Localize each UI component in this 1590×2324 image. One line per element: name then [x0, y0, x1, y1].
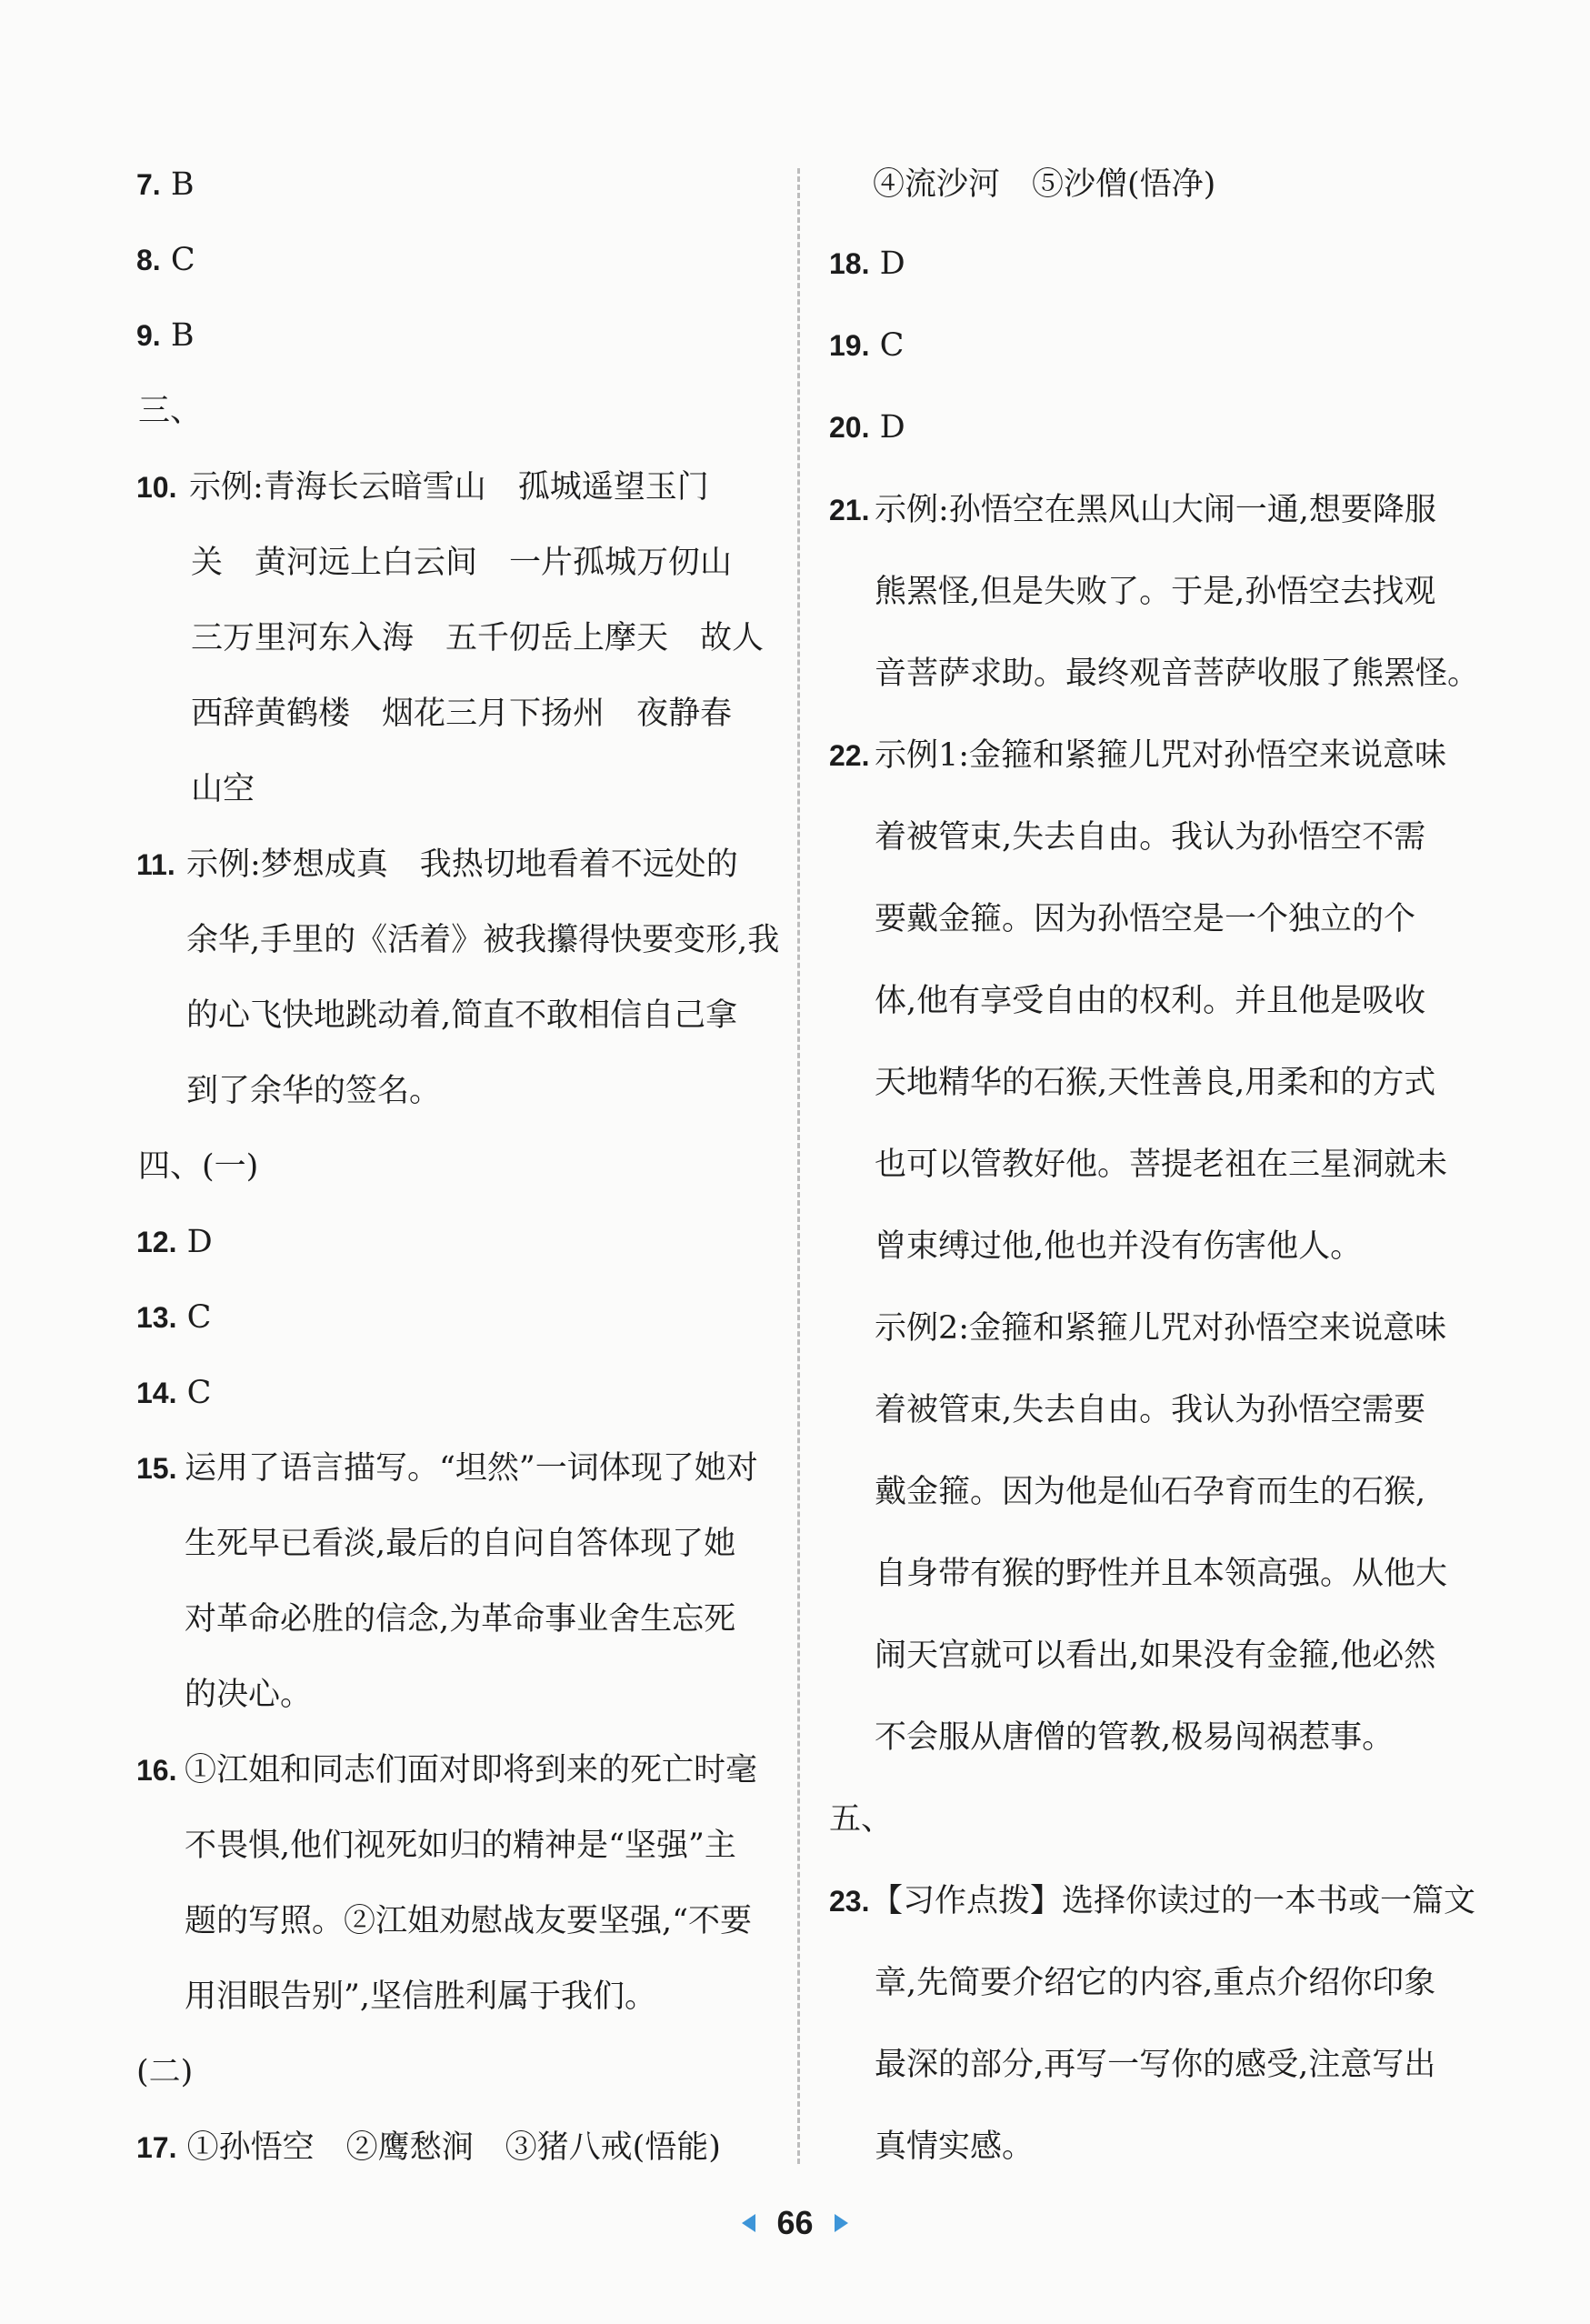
page-footer	[0, 2200, 1590, 2246]
answer-21-line: 音菩萨求助。最终观音菩萨收服了熊罴怪。	[875, 656, 1480, 692]
answer-10-line: 示例:青海长云暗雪山 孤城遥望玉门	[189, 469, 709, 506]
answer-21-number: 21.	[829, 494, 870, 526]
answer-16-line: ①江姐和同志们面对即将到来的死亡时毫	[185, 1752, 758, 1788]
answer-22-line: 自身带有猴的野性并且本领高强。从他大	[875, 1556, 1448, 1592]
answer-8: 8. C	[136, 242, 195, 278]
column-divider	[797, 168, 800, 2164]
answer-10-number: 10.	[136, 471, 177, 504]
section-heading-4: 四、(一)	[138, 1148, 259, 1185]
answer-15-line: 的决心。	[185, 1677, 313, 1713]
answer-23-line: 章,先简要介绍它的内容,重点介绍你印象	[875, 1965, 1436, 2001]
answer-7: 7. B	[136, 166, 195, 203]
answer-16-number: 16.	[136, 1754, 177, 1787]
answer-11-line: 示例:梦想成真 我热切地看着不远处的	[186, 846, 738, 883]
answer-11-line: 的心飞快地跳动着,简直不敢相信自己拿	[186, 997, 738, 1034]
answer-22-line: 示例2:金箍和紧箍儿咒对孙悟空来说意味	[875, 1310, 1447, 1347]
answer-23-line: 真情实感。	[875, 2129, 1035, 2165]
answer-17: 17. ①孙悟空 ②鹰愁涧 ③猪八戒(悟能)	[136, 2129, 721, 2166]
answer-15-line: 对革命必胜的信念,为革命事业舍生忘死	[185, 1601, 736, 1638]
answer-22-line: 闹天宫就可以看出,如果没有金箍,他必然	[875, 1638, 1436, 1674]
answer-22-line: 曾束缚过他,他也并没有伤害他人。	[875, 1228, 1363, 1265]
answer-12: 12. D	[136, 1224, 213, 1260]
answer-23-line: 【习作点拨】选择你读过的一本书或一篇文	[871, 1883, 1476, 1919]
answer-17-continued: ④流沙河 ⑤沙僧(悟净)	[873, 166, 1216, 203]
next-page-icon[interactable]	[835, 2214, 848, 2232]
answer-18: 18. D	[829, 245, 905, 282]
answer-10-line: 山空	[191, 771, 255, 807]
answer-22-line: 着被管束,失去自由。我认为孙悟空不需	[875, 819, 1426, 856]
answer-23-number: 23.	[829, 1885, 870, 1918]
answer-15-line: 运用了语言描写。“坦然”一词体现了她对	[185, 1450, 758, 1487]
answer-22-line: 着被管束,失去自由。我认为孙悟空需要	[875, 1392, 1426, 1428]
answer-20: 20. D	[829, 409, 905, 446]
answer-21-line: 示例:孙悟空在黑风山大闹一通,想要降服	[875, 492, 1436, 528]
answer-10-line: 西辞黄鹤楼 烟花三月下扬州 夜静春	[191, 696, 733, 732]
section-heading-5: 五、	[829, 1801, 894, 1838]
answer-11-number: 11.	[136, 848, 175, 881]
answer-10-line: 三万里河东入海 五千仞岳上摩天 故人	[191, 620, 765, 656]
answer-22-line: 不会服从唐僧的管教,极易闯祸惹事。	[875, 1719, 1395, 1756]
answer-23-line: 最深的部分,再写一写你的感受,注意写出	[875, 2047, 1436, 2083]
answer-19: 19. C	[829, 327, 905, 364]
answer-22-line: 戴金箍。因为他是仙石孕育而生的石猴,	[875, 1474, 1426, 1510]
answer-9: 9. B	[136, 317, 195, 354]
answer-22-line: 也可以管教好他。菩提老祖在三星洞就未	[875, 1147, 1448, 1183]
answer-16-line: 用泪眼告别”,坚信胜利属于我们。	[185, 1978, 657, 2015]
answer-10-line: 关 黄河远上白云间 一片孤城万仞山	[191, 545, 733, 581]
answer-22-line: 要戴金箍。因为孙悟空是一个独立的个	[875, 901, 1416, 937]
answer-13: 13. C	[136, 1299, 212, 1336]
previous-page-icon[interactable]	[742, 2214, 755, 2232]
answer-16-line: 题的写照。②江姐劝慰战友要坚强,“不要	[185, 1903, 753, 1939]
answer-22-line: 体,他有享受自由的权利。并且他是吸收	[875, 983, 1426, 1019]
answer-11-line: 到了余华的签名。	[186, 1073, 442, 1109]
answer-15-number: 15.	[136, 1452, 177, 1485]
answer-11-line: 余华,手里的《活着》被我攥得快要变形,我	[186, 922, 780, 958]
answer-21-line: 熊罴怪,但是失败了。于是,孙悟空去找观	[875, 574, 1436, 610]
answer-15-line: 生死早已看淡,最后的自问自答体现了她	[185, 1526, 736, 1562]
answer-22-line: 天地精华的石猴,天性善良,用柔和的方式	[875, 1065, 1436, 1101]
page-number: 66	[776, 2204, 814, 2241]
answer-16-line: 不畏惧,他们视死如归的精神是“坚强”主	[185, 1828, 736, 1864]
section-heading-4-2: (二)	[136, 2054, 194, 2090]
section-heading-3: 三、	[138, 393, 203, 429]
answer-22-line: 示例1:金箍和紧箍儿咒对孙悟空来说意味	[875, 737, 1447, 774]
answer-14: 14. C	[136, 1375, 212, 1411]
answer-22-number: 22.	[829, 739, 870, 772]
